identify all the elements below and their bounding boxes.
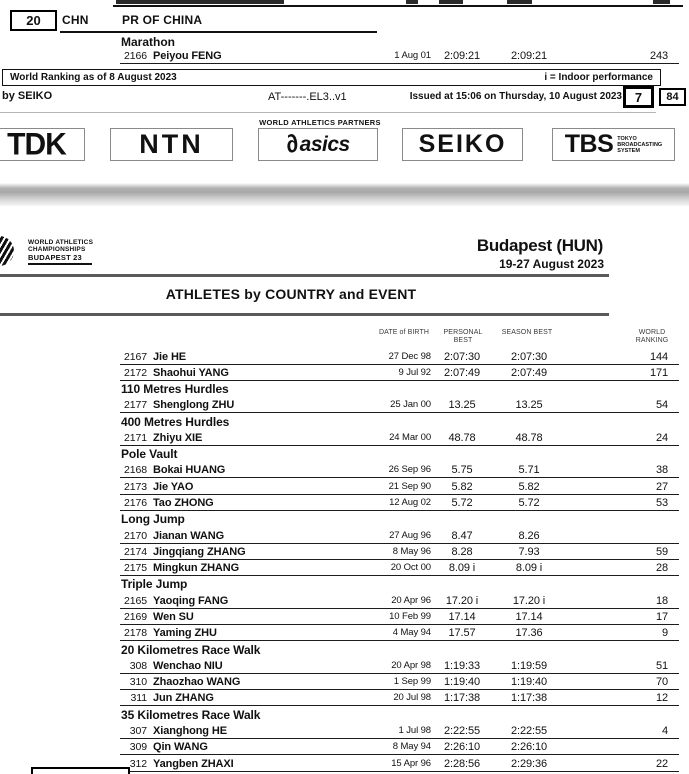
dob-cell: 20 Jul 98: [393, 692, 431, 704]
bib-cell: 2176: [124, 497, 147, 510]
tbs-logo-subtext: TOKYO BROADCASTING SYSTEM: [617, 135, 663, 154]
event-name: Long Jump: [121, 512, 185, 527]
column-header-date-of-birth: DATE of BIRTH: [378, 329, 429, 336]
bib-cell: 2165: [124, 594, 147, 607]
rank-cell: 38: [655, 464, 668, 477]
bib-cell: 2168: [124, 464, 147, 477]
athlete-row: [120, 528, 679, 544]
dob-cell: 1 Sep 99: [393, 676, 431, 688]
sb-cell: 2:07:49: [510, 366, 547, 379]
event-name: Marathon: [121, 35, 175, 49]
dob-cell: 15 Apr 96: [391, 757, 431, 769]
pb-cell: 8.28: [451, 545, 473, 558]
country-underline: [60, 31, 377, 33]
column-header-world-ranking: WORLD RANKING: [635, 329, 669, 344]
document-code: AT-------.EL3..v1: [268, 91, 347, 103]
event-name: 110 Metres Hurdles: [121, 382, 229, 397]
championships-logo-line2: CHAMPIONSHIPS: [28, 246, 86, 253]
pb-cell: 8.47: [451, 529, 473, 542]
athlete-row: [120, 462, 679, 478]
pb-cell: 5.75: [451, 464, 473, 477]
sb-cell: 17.20 i: [512, 594, 546, 607]
indoor-note: i = Indoor performance: [544, 72, 653, 83]
athlete-row: [120, 397, 679, 413]
pb-cell: 2:28:56: [443, 757, 480, 770]
event-name: 35 Kilometres Race Walk: [121, 707, 261, 722]
dob-cell: 21 Sep 90: [388, 480, 431, 492]
world-ranking-note-box: [2, 69, 661, 86]
event-section-row: [120, 642, 679, 658]
bib-cell: 311: [130, 692, 147, 705]
name-cell: Jie HE: [153, 350, 187, 363]
event-name: 400 Metres Hurdles: [121, 414, 230, 429]
event-name: Pole Vault: [121, 447, 178, 462]
pb-cell: 2:22:55: [443, 724, 480, 737]
rank-cell: 12: [655, 692, 668, 705]
page-number: 7: [634, 89, 643, 105]
tdk-logo: [0, 128, 85, 161]
dob-cell: 27 Dec 98: [388, 350, 431, 362]
name-cell: Shenglong ZHU: [153, 399, 235, 412]
bib-cell: 2169: [124, 610, 147, 623]
pb-cell: 2:26:10: [443, 741, 480, 754]
athlete-row: [120, 479, 679, 495]
rank-cell: 28: [655, 562, 668, 575]
rank-cell: 27: [655, 480, 668, 493]
pb-cell: 1:17:38: [443, 692, 480, 705]
bib-cell: 2177: [124, 399, 147, 412]
event-section-row: [120, 576, 679, 592]
bib-cell: 308: [129, 659, 147, 672]
asics-swoosh-icon: ∂: [282, 128, 302, 160]
sb-cell: 17.14: [515, 610, 543, 623]
athlete-row: [120, 48, 679, 64]
sb-cell: 1:17:38: [510, 692, 547, 705]
name-cell: Wenchao NIU: [153, 659, 223, 672]
athlete-row: [120, 593, 679, 609]
page-count: 84: [666, 91, 679, 103]
sb-cell: 2:09:21: [510, 50, 547, 62]
page-count-box: [659, 88, 686, 106]
bib-cell: 307: [129, 724, 147, 737]
rank-cell: 243: [649, 50, 668, 62]
rank-cell: 24: [655, 431, 668, 444]
dob-cell: 12 Aug 02: [389, 497, 431, 509]
rank-cell: 9: [661, 627, 668, 640]
bib-cell: 2178: [124, 627, 147, 640]
pb-cell: 48.78: [448, 431, 476, 444]
dob-cell: 8 May 96: [392, 545, 431, 557]
tbs-logo-text: TBS: [564, 130, 614, 158]
sb-cell: 8.26: [518, 529, 540, 542]
rank-cell: 54: [655, 399, 668, 412]
venue-title: Budapest (HUN): [476, 236, 603, 255]
rank-cell: 51: [655, 659, 668, 672]
name-cell: Peiyou FENG: [153, 50, 222, 62]
athlete-row: [120, 625, 679, 641]
name-cell: Shaohui YANG: [153, 366, 229, 379]
rank-cell: 22: [655, 757, 668, 770]
name-cell: Zhaozhao WANG: [153, 676, 241, 689]
name-cell: Yaming ZHU: [153, 627, 217, 640]
sb-cell: 17.36: [515, 627, 543, 640]
asics-logo: [258, 128, 378, 161]
bib-cell: 2173: [124, 480, 147, 493]
pb-cell: 2:09:21: [443, 50, 480, 62]
tbs-logo: [552, 128, 675, 161]
event-section-row: [120, 381, 679, 397]
name-cell: Tao ZHONG: [153, 497, 214, 510]
event-section-row: [120, 414, 679, 430]
sb-cell: 2:22:55: [510, 724, 547, 737]
rank-cell: 17: [655, 610, 668, 623]
event-dates: 19-27 August 2023: [499, 257, 604, 271]
page-break-shadow: [0, 183, 689, 206]
bib-cell: 2167: [124, 350, 147, 363]
dob-cell: 1 Jul 98: [398, 724, 431, 736]
world-athletics-globe-icon: [0, 236, 14, 266]
pb-cell: 17.20 i: [445, 594, 479, 607]
sb-cell: 5.72: [518, 497, 540, 510]
bib-cell: 312: [129, 757, 147, 770]
athlete-row: [120, 609, 679, 625]
sb-cell: 5.82: [518, 480, 540, 493]
seiko-logo-text: SEIKO: [418, 130, 507, 158]
name-cell: Jianan WANG: [153, 529, 225, 542]
pb-cell: 17.14: [448, 610, 476, 623]
dob-cell: 1 Aug 01: [394, 50, 431, 61]
event-section-row: [120, 707, 679, 723]
column-header-season-best: SEASON BEST: [501, 329, 553, 336]
rank-cell: 70: [655, 676, 668, 689]
pb-cell: 17.57: [448, 627, 476, 640]
dob-cell: 4 May 94: [392, 627, 431, 639]
rank-cell: 53: [655, 497, 668, 510]
dob-cell: 20 Apr 98: [391, 659, 431, 671]
pb-cell: 1:19:33: [443, 659, 480, 672]
bib-cell: 2174: [124, 545, 147, 558]
athlete-row: [120, 723, 679, 739]
athlete-row: [120, 674, 679, 690]
rank-cell: 4: [661, 724, 668, 737]
pb-cell: 1:19:40: [443, 676, 480, 689]
country-name: PR OF CHINA: [122, 13, 203, 27]
athlete-row: [120, 690, 679, 706]
page-number-box: [623, 86, 654, 108]
pb-cell: 13.25: [448, 399, 476, 412]
dob-cell: 8 May 94: [392, 741, 431, 753]
partners-title: WORLD ATHLETICS PARTNERS: [259, 118, 381, 127]
ntn-logo: [110, 128, 233, 161]
sb-cell: 2:07:30: [510, 350, 547, 363]
name-cell: Jun ZHANG: [153, 692, 214, 705]
athlete-row: [120, 349, 679, 365]
country-code: CHN: [62, 13, 89, 27]
next-country-box-partial: [31, 767, 130, 774]
dob-cell: 10 Feb 99: [389, 610, 431, 622]
athlete-row: [120, 430, 679, 446]
name-cell: Yangben ZHAXI: [153, 757, 234, 770]
event-name: 20 Kilometres Race Walk: [121, 642, 261, 657]
event-section-row: [120, 511, 679, 527]
athlete-row: [120, 365, 679, 381]
athlete-row: [120, 739, 679, 755]
name-cell: Jie YAO: [153, 480, 194, 493]
seiko-logo: [402, 128, 523, 161]
asics-logo-text: asics: [299, 132, 350, 156]
bib-cell: 2170: [124, 529, 147, 542]
rank-cell: 144: [649, 350, 668, 363]
sb-cell: 8.09 i: [515, 562, 543, 575]
rank-cell: 171: [649, 366, 668, 379]
athlete-row: [120, 756, 679, 772]
country-rank-box: [10, 10, 57, 31]
name-cell: Wen SU: [153, 610, 194, 623]
sb-cell: 1:19:40: [510, 676, 547, 689]
dob-cell: 25 Jan 00: [390, 399, 431, 411]
timing-credit: by SEIKO: [2, 90, 53, 102]
name-cell: Xianghong HE: [153, 724, 227, 737]
athlete-row: [120, 560, 679, 576]
name-cell: Yaoqing FANG: [153, 594, 229, 607]
dob-cell: 20 Oct 00: [390, 562, 431, 574]
athlete-row: [120, 544, 679, 560]
pb-cell: 5.72: [451, 497, 473, 510]
bib-cell: 2175: [124, 562, 147, 575]
tdk-logo-text: TDK: [7, 128, 66, 161]
name-cell: Zhiyu XIE: [153, 431, 203, 444]
sb-cell: 48.78: [515, 431, 543, 444]
pb-cell: 8.09 i: [448, 562, 476, 575]
title-rule: [0, 313, 609, 316]
world-ranking-note: World Ranking as of 8 August 2023: [10, 72, 177, 83]
athlete-row: [120, 495, 679, 511]
bib-cell: 309: [129, 741, 147, 754]
sb-cell: 7.93: [518, 545, 540, 558]
name-cell: Qin WANG: [153, 741, 208, 754]
dob-cell: 9 Jul 92: [398, 366, 431, 378]
bib-cell: 2171: [124, 431, 147, 444]
pb-cell: 5.82: [451, 480, 473, 493]
header-rule: [0, 274, 609, 277]
sb-cell: 2:29:36: [510, 757, 547, 770]
sb-cell: 2:26:10: [510, 741, 547, 754]
column-header-personal-best: PERSONAL BEST: [443, 329, 483, 344]
event-section-row: [120, 446, 679, 462]
name-cell: Jingqiang ZHANG: [153, 545, 246, 558]
footer-divider: [0, 112, 656, 113]
rank-cell: 59: [655, 545, 668, 558]
bib-cell: 2166: [124, 50, 147, 62]
championships-logo-underline: [28, 263, 92, 265]
pb-cell: 2:07:49: [443, 366, 480, 379]
dob-cell: 26 Sep 96: [388, 464, 431, 476]
athlete-row: [120, 658, 679, 674]
bib-cell: 310: [129, 676, 147, 689]
country-rank: 20: [26, 13, 41, 28]
name-cell: Mingkun ZHANG: [153, 562, 240, 575]
page-title: ATHLETES by COUNTRY and EVENT: [165, 286, 417, 302]
dob-cell: 20 Apr 96: [391, 594, 431, 606]
event-name: Triple Jump: [121, 577, 188, 592]
championships-logo-line3: BUDAPEST 23: [28, 253, 82, 262]
sb-cell: 1:19:59: [510, 659, 547, 672]
championships-logo-line1: WORLD ATHLETICS: [28, 239, 94, 246]
dob-cell: 24 Mar 00: [389, 431, 431, 443]
ntn-logo-text: NTN: [139, 129, 204, 159]
name-cell: Bokai HUANG: [153, 464, 226, 477]
pb-cell: 2:07:30: [443, 350, 480, 363]
sb-cell: 13.25: [515, 399, 543, 412]
dob-cell: 27 Aug 96: [389, 529, 431, 541]
bib-cell: 2172: [124, 366, 147, 379]
issued-timestamp: Issued at 15:06 on Thursday, 10 August 2023: [409, 91, 622, 102]
rank-cell: 18: [655, 594, 668, 607]
sb-cell: 5.71: [518, 464, 540, 477]
